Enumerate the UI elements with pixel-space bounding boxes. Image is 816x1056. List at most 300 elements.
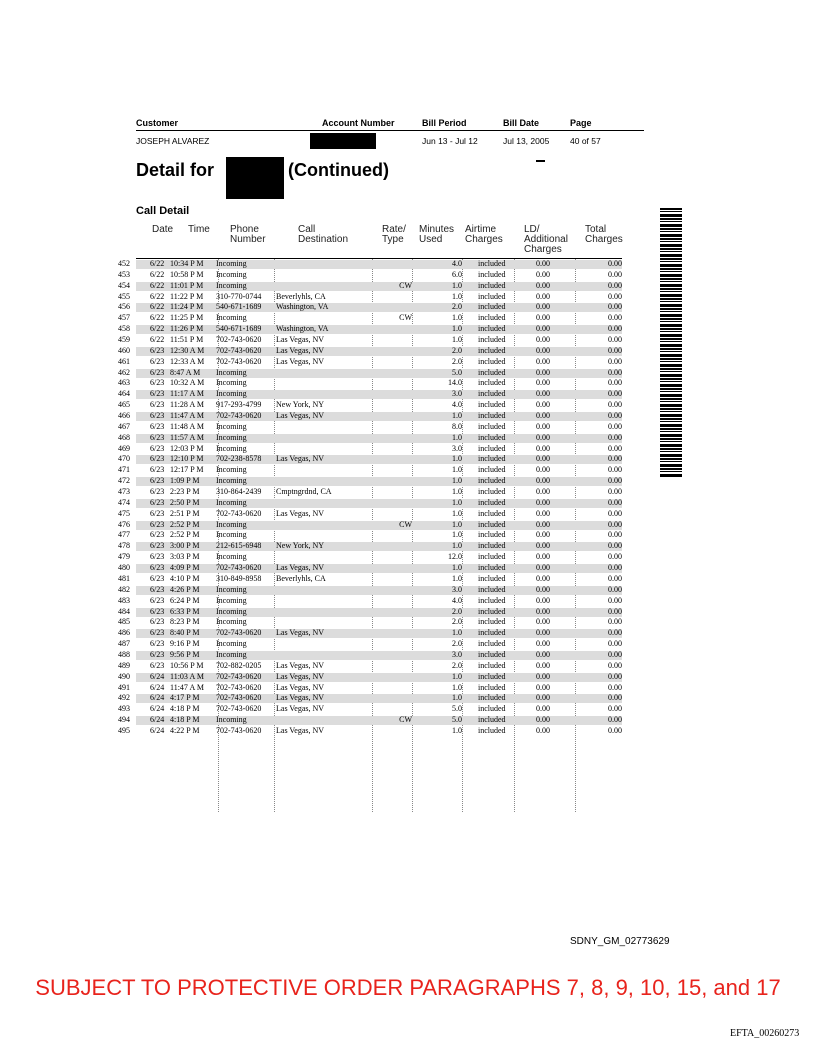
table-row: [118, 715, 622, 726]
table-row: [118, 693, 622, 704]
cell-min: 2.0: [452, 617, 462, 627]
cell-total: 0.00: [608, 682, 622, 692]
cell-air: included: [478, 378, 506, 388]
cell-dest: Washington, VA: [276, 324, 329, 334]
section-title: Call Detail: [136, 205, 190, 217]
row-number: 455: [118, 291, 130, 301]
row-number: 493: [118, 704, 130, 714]
cell-min: 1.0: [452, 280, 462, 290]
cell-time: 4:18 P M: [170, 715, 200, 725]
cell-ld: 0.00: [536, 367, 550, 377]
row-number: 457: [118, 313, 130, 323]
cell-total: 0.00: [608, 541, 622, 551]
cell-total: 0.00: [608, 617, 622, 627]
cell-ld: 0.00: [536, 693, 550, 703]
cell-min: 4.0: [452, 400, 462, 410]
cell-phone: 310-770-0744: [216, 291, 262, 301]
row-number: 488: [118, 649, 130, 659]
row-number: 492: [118, 693, 130, 703]
cell-date: 6/23: [150, 660, 165, 670]
cell-air: included: [478, 704, 506, 714]
cell-ld: 0.00: [536, 432, 550, 442]
cell-min: 1.0: [452, 324, 462, 334]
col-destination: Call Destination: [298, 224, 349, 245]
table-row: [118, 487, 622, 498]
cell-ld: 0.00: [536, 324, 550, 334]
cell-phone: 702-882-0205: [216, 660, 262, 670]
cell-min: 1.0: [452, 454, 462, 464]
cell-phone: 702-743-0620: [216, 508, 262, 518]
cell-total: 0.00: [608, 313, 622, 323]
row-number: 487: [118, 639, 130, 649]
cell-min: 5.0: [452, 367, 462, 377]
cell-air: included: [478, 682, 506, 692]
cell-air: included: [478, 487, 506, 497]
cell-date: 6/23: [150, 649, 165, 659]
cell-total: 0.00: [608, 432, 622, 442]
cell-time: 4:22 P M: [170, 725, 200, 735]
col-time: Time: [188, 224, 210, 235]
cell-phone: 702-743-0620: [216, 693, 262, 703]
cell-dest: Beverlyhls, CA: [276, 291, 326, 301]
table-row: [118, 660, 622, 672]
cell-ld: 0.00: [536, 617, 550, 627]
table-row: [118, 356, 622, 368]
header-rule: [136, 130, 644, 131]
cell-total: 0.00: [608, 497, 622, 507]
cell-air: included: [478, 443, 506, 453]
cell-dest: Las Vegas, NV: [276, 671, 325, 681]
cell-ld: 0.00: [536, 639, 550, 649]
cell-min: 4.0: [452, 259, 462, 268]
cell-air: included: [478, 715, 506, 725]
cell-time: 4:26 P M: [170, 584, 200, 594]
cell-phone: 702-743-0620: [216, 704, 262, 714]
cell-dest: Las Vegas, NV: [276, 660, 325, 670]
cell-date: 6/23: [150, 367, 165, 377]
cell-min: 6.0: [452, 269, 462, 279]
cell-total: 0.00: [608, 508, 622, 518]
cell-min: 1.0: [452, 335, 462, 345]
cell-ld: 0.00: [536, 628, 550, 638]
cell-time: 2:51 P M: [170, 508, 200, 518]
cell-ld: 0.00: [536, 389, 550, 399]
table-row: [118, 725, 622, 737]
row-number: 494: [118, 715, 130, 725]
cell-min: 2.0: [452, 639, 462, 649]
cell-ld: 0.00: [536, 541, 550, 551]
row-number: 471: [118, 465, 130, 475]
cell-time: 11:47 A M: [170, 411, 204, 421]
cell-min: 1.0: [452, 313, 462, 323]
cell-total: 0.00: [608, 487, 622, 497]
table-row: [118, 269, 622, 281]
table-row: [118, 258, 622, 270]
cell-total: 0.00: [608, 335, 622, 345]
cell-total: 0.00: [608, 269, 622, 279]
cell-time: 9:56 P M: [170, 649, 200, 659]
row-number: 456: [118, 302, 130, 312]
cell-ld: 0.00: [536, 519, 550, 529]
cell-date: 6/23: [150, 552, 165, 562]
cell-time: 11:26 P M: [170, 324, 204, 334]
cell-rate: CW: [399, 280, 412, 290]
cell-phone: Incoming: [216, 476, 247, 486]
cell-phone: 702-743-0620: [216, 725, 262, 735]
cell-air: included: [478, 324, 506, 334]
cell-min: 1.0: [452, 487, 462, 497]
cell-ld: 0.00: [536, 443, 550, 453]
cell-ld: 0.00: [536, 280, 550, 290]
table-row: [118, 280, 622, 292]
cell-phone: Incoming: [216, 584, 247, 594]
cell-time: 11:01 P M: [170, 280, 204, 290]
row-number: 480: [118, 563, 130, 573]
cell-phone: 540-671-1689: [216, 324, 262, 334]
table-row: [118, 519, 622, 531]
col-rate: Rate/ Type: [382, 224, 406, 245]
cell-date: 6/24: [150, 725, 165, 735]
cell-date: 6/23: [150, 508, 165, 518]
cell-dest: Beverlyhls, CA: [276, 573, 326, 583]
row-number: 477: [118, 530, 130, 540]
table-row: [118, 628, 622, 639]
account-number-redaction: [310, 133, 376, 149]
cell-time: 4:09 P M: [170, 563, 200, 573]
row-number: 475: [118, 508, 130, 518]
table-row: [118, 704, 622, 715]
cell-date: 6/23: [150, 573, 165, 583]
table-row: [118, 313, 622, 324]
cell-total: 0.00: [608, 693, 622, 703]
cell-dest: Las Vegas, NV: [276, 356, 325, 366]
cell-phone: 310-849-8958: [216, 573, 262, 583]
cell-air: included: [478, 628, 506, 638]
cell-ld: 0.00: [536, 269, 550, 279]
cell-dest: Las Vegas, NV: [276, 682, 325, 692]
page-value: 40 of 57: [570, 136, 601, 146]
cell-total: 0.00: [608, 324, 622, 334]
row-number: 484: [118, 606, 130, 616]
cell-total: 0.00: [608, 628, 622, 638]
cell-ld: 0.00: [536, 356, 550, 366]
cell-min: 12.0: [448, 552, 462, 562]
row-number: 467: [118, 421, 130, 431]
cell-phone: Incoming: [216, 367, 247, 377]
cell-total: 0.00: [608, 443, 622, 453]
cell-time: 10:56 P M: [170, 660, 204, 670]
cell-air: included: [478, 367, 506, 377]
row-number: 483: [118, 595, 130, 605]
cell-air: included: [478, 476, 506, 486]
cell-date: 6/23: [150, 421, 165, 431]
cell-dest: Washington, VA: [276, 302, 329, 312]
row-number: 489: [118, 660, 130, 670]
cell-ld: 0.00: [536, 421, 550, 431]
cell-total: 0.00: [608, 476, 622, 486]
header-values: [136, 136, 644, 150]
cell-date: 6/22: [150, 324, 165, 334]
cell-time: 4:17 P M: [170, 693, 200, 703]
cell-ld: 0.00: [536, 508, 550, 518]
row-number: 495: [118, 725, 130, 735]
cell-min: 1.0: [452, 519, 462, 529]
cell-time: 3:00 P M: [170, 541, 200, 551]
cell-date: 6/23: [150, 541, 165, 551]
cell-time: 2:52 P M: [170, 530, 200, 540]
cell-time: 12:03 P M: [170, 443, 204, 453]
table-row: [118, 682, 622, 694]
cell-phone: Incoming: [216, 530, 247, 540]
cell-total: 0.00: [608, 421, 622, 431]
cell-ld: 0.00: [536, 660, 550, 670]
barcode: [660, 208, 682, 478]
cell-phone: Incoming: [216, 313, 247, 323]
table-row: [118, 606, 622, 618]
cell-total: 0.00: [608, 639, 622, 649]
page-label: Page: [570, 118, 592, 128]
cell-date: 6/22: [150, 335, 165, 345]
cell-ld: 0.00: [536, 563, 550, 573]
table-row: [118, 454, 622, 465]
row-number: 462: [118, 367, 130, 377]
cell-min: 2.0: [452, 345, 462, 355]
cell-min: 14.0: [448, 378, 462, 388]
table-row: [118, 649, 622, 661]
cell-phone: 212-615-6948: [216, 541, 262, 551]
cell-total: 0.00: [608, 378, 622, 388]
cell-date: 6/23: [150, 595, 165, 605]
cell-date: 6/23: [150, 563, 165, 573]
cell-min: 3.0: [452, 649, 462, 659]
cell-total: 0.00: [608, 573, 622, 583]
cell-air: included: [478, 465, 506, 475]
cell-dest: Las Vegas, NV: [276, 725, 325, 735]
cell-time: 11:22 P M: [170, 291, 204, 301]
cell-date: 6/23: [150, 389, 165, 399]
cell-min: 3.0: [452, 443, 462, 453]
cell-ld: 0.00: [536, 649, 550, 659]
cell-air: included: [478, 563, 506, 573]
row-number: 468: [118, 432, 130, 442]
table-row: [118, 335, 622, 346]
cell-dest: New York, NY: [276, 541, 325, 551]
cell-min: 1.0: [452, 476, 462, 486]
cell-phone: Incoming: [216, 649, 247, 659]
cell-dest: Las Vegas, NV: [276, 411, 325, 421]
cell-min: 2.0: [452, 660, 462, 670]
cell-ld: 0.00: [536, 671, 550, 681]
cell-phone: 702-743-0620: [216, 345, 262, 355]
cell-total: 0.00: [608, 671, 622, 681]
cell-air: included: [478, 356, 506, 366]
table-row: [118, 465, 622, 476]
cell-date: 6/23: [150, 606, 165, 616]
cell-phone: Incoming: [216, 617, 247, 627]
cell-air: included: [478, 335, 506, 345]
cell-air: included: [478, 584, 506, 594]
cell-time: 2:23 P M: [170, 487, 200, 497]
cell-date: 6/22: [150, 313, 165, 323]
cell-phone: 702-743-0620: [216, 563, 262, 573]
cell-date: 6/23: [150, 584, 165, 594]
cell-phone: Incoming: [216, 715, 247, 725]
cell-air: included: [478, 639, 506, 649]
cell-ld: 0.00: [536, 476, 550, 486]
cell-air: included: [478, 541, 506, 551]
cell-min: 3.0: [452, 584, 462, 594]
cell-time: 11:24 P M: [170, 302, 204, 312]
protective-order-notice: SUBJECT TO PROTECTIVE ORDER PARAGRAPHS 7, 8, 9, 10, 15, and 17: [35, 975, 781, 1000]
cell-date: 6/22: [150, 291, 165, 301]
cell-time: 10:34 P M: [170, 259, 204, 268]
row-number: 458: [118, 324, 130, 334]
cell-date: 6/24: [150, 671, 165, 681]
cell-phone: Incoming: [216, 269, 247, 279]
cell-ld: 0.00: [536, 725, 550, 735]
cell-ld: 0.00: [536, 497, 550, 507]
cell-date: 6/23: [150, 617, 165, 627]
cell-phone: Incoming: [216, 259, 247, 268]
cell-air: included: [478, 497, 506, 507]
cell-time: 12:17 P M: [170, 465, 204, 475]
cell-min: 1.0: [452, 682, 462, 692]
cell-air: included: [478, 725, 506, 735]
cell-total: 0.00: [608, 291, 622, 301]
cell-time: 1:09 P M: [170, 476, 200, 486]
cell-time: 12:10 P M: [170, 454, 204, 464]
cell-dest: Las Vegas, NV: [276, 704, 325, 714]
cell-total: 0.00: [608, 715, 622, 725]
cell-total: 0.00: [608, 595, 622, 605]
cell-time: 12:30 A M: [170, 345, 205, 355]
table-row: [118, 411, 622, 422]
cell-ld: 0.00: [536, 682, 550, 692]
cell-total: 0.00: [608, 367, 622, 377]
table-row: [118, 497, 622, 509]
cell-date: 6/22: [150, 259, 165, 268]
cell-time: 3:03 P M: [170, 552, 200, 562]
efta-number: EFTA_00260273: [730, 1028, 800, 1039]
cell-time: 8:23 P M: [170, 617, 200, 627]
row-number: 476: [118, 519, 130, 529]
cell-ld: 0.00: [536, 704, 550, 714]
cell-dest: New York, NY: [276, 400, 325, 410]
cell-date: 6/23: [150, 454, 165, 464]
cell-min: 1.0: [452, 465, 462, 475]
cell-ld: 0.00: [536, 606, 550, 616]
page-title-prefix: Detail for: [136, 160, 215, 180]
row-number: 491: [118, 682, 130, 692]
row-number: 490: [118, 671, 130, 681]
customer-name: JOSEPH ALVAREZ: [136, 136, 210, 146]
cell-total: 0.00: [608, 389, 622, 399]
cell-phone: Incoming: [216, 389, 247, 399]
dash-mark: [536, 160, 545, 162]
cell-air: included: [478, 313, 506, 323]
row-number: 469: [118, 443, 130, 453]
title-redaction: [226, 157, 284, 199]
cell-ld: 0.00: [536, 454, 550, 464]
cell-total: 0.00: [608, 519, 622, 529]
cell-total: 0.00: [608, 345, 622, 355]
cell-air: included: [478, 530, 506, 540]
cell-total: 0.00: [608, 280, 622, 290]
cell-total: 0.00: [608, 649, 622, 659]
table-row: [118, 378, 622, 389]
cell-min: 1.0: [452, 291, 462, 301]
row-number: 473: [118, 487, 130, 497]
row-number: 472: [118, 476, 130, 486]
cell-phone: Incoming: [216, 519, 247, 529]
table-row: [118, 563, 622, 574]
cell-rate: CW: [399, 715, 412, 725]
cell-date: 6/23: [150, 487, 165, 497]
cell-total: 0.00: [608, 400, 622, 410]
cell-ld: 0.00: [536, 302, 550, 312]
cell-phone: Incoming: [216, 443, 247, 453]
cell-phone: Incoming: [216, 432, 247, 442]
cell-min: 4.0: [452, 595, 462, 605]
cell-time: 2:52 P M: [170, 519, 200, 529]
cell-date: 6/23: [150, 345, 165, 355]
cell-min: 1.0: [452, 541, 462, 551]
cell-ld: 0.00: [536, 584, 550, 594]
cell-ld: 0.00: [536, 552, 550, 562]
cell-total: 0.00: [608, 356, 622, 366]
cell-dest: Las Vegas, NV: [276, 454, 325, 464]
cell-time: 10:58 P M: [170, 269, 204, 279]
cell-ld: 0.00: [536, 291, 550, 301]
cell-min: 1.0: [452, 693, 462, 703]
cell-date: 6/23: [150, 432, 165, 442]
row-number: 474: [118, 497, 130, 507]
cell-ld: 0.00: [536, 335, 550, 345]
cell-ld: 0.00: [536, 313, 550, 323]
table-row: [118, 541, 622, 552]
cell-min: 1.0: [452, 671, 462, 681]
cell-phone: Incoming: [216, 497, 247, 507]
cell-ld: 0.00: [536, 259, 550, 268]
row-number: 482: [118, 584, 130, 594]
col-minutes: Minutes Used: [419, 224, 455, 245]
cell-phone: 702-743-0620: [216, 356, 262, 366]
cell-min: 1.0: [452, 432, 462, 442]
table-row: [118, 400, 622, 411]
cell-phone: Incoming: [216, 378, 247, 388]
cell-time: 8:47 A M: [170, 367, 201, 377]
cell-time: 11:48 A M: [170, 421, 204, 431]
page-title-suffix: (Continued): [288, 160, 389, 180]
cell-time: 11:51 P M: [170, 335, 204, 345]
table-row: [118, 552, 622, 563]
cell-rate: CW: [399, 519, 412, 529]
cell-date: 6/24: [150, 715, 165, 725]
cell-time: 8:40 P M: [170, 628, 200, 638]
cell-date: 6/23: [150, 400, 165, 410]
table-row: [118, 530, 622, 541]
cell-time: 12:33 A M: [170, 356, 205, 366]
cell-rate: CW: [399, 313, 412, 323]
cell-phone: Incoming: [216, 280, 247, 290]
row-number: 465: [118, 400, 130, 410]
table-row: [118, 584, 622, 596]
cell-date: 6/22: [150, 269, 165, 279]
cell-air: included: [478, 649, 506, 659]
row-number: 481: [118, 573, 130, 583]
row-number: 485: [118, 617, 130, 627]
cell-air: included: [478, 269, 506, 279]
